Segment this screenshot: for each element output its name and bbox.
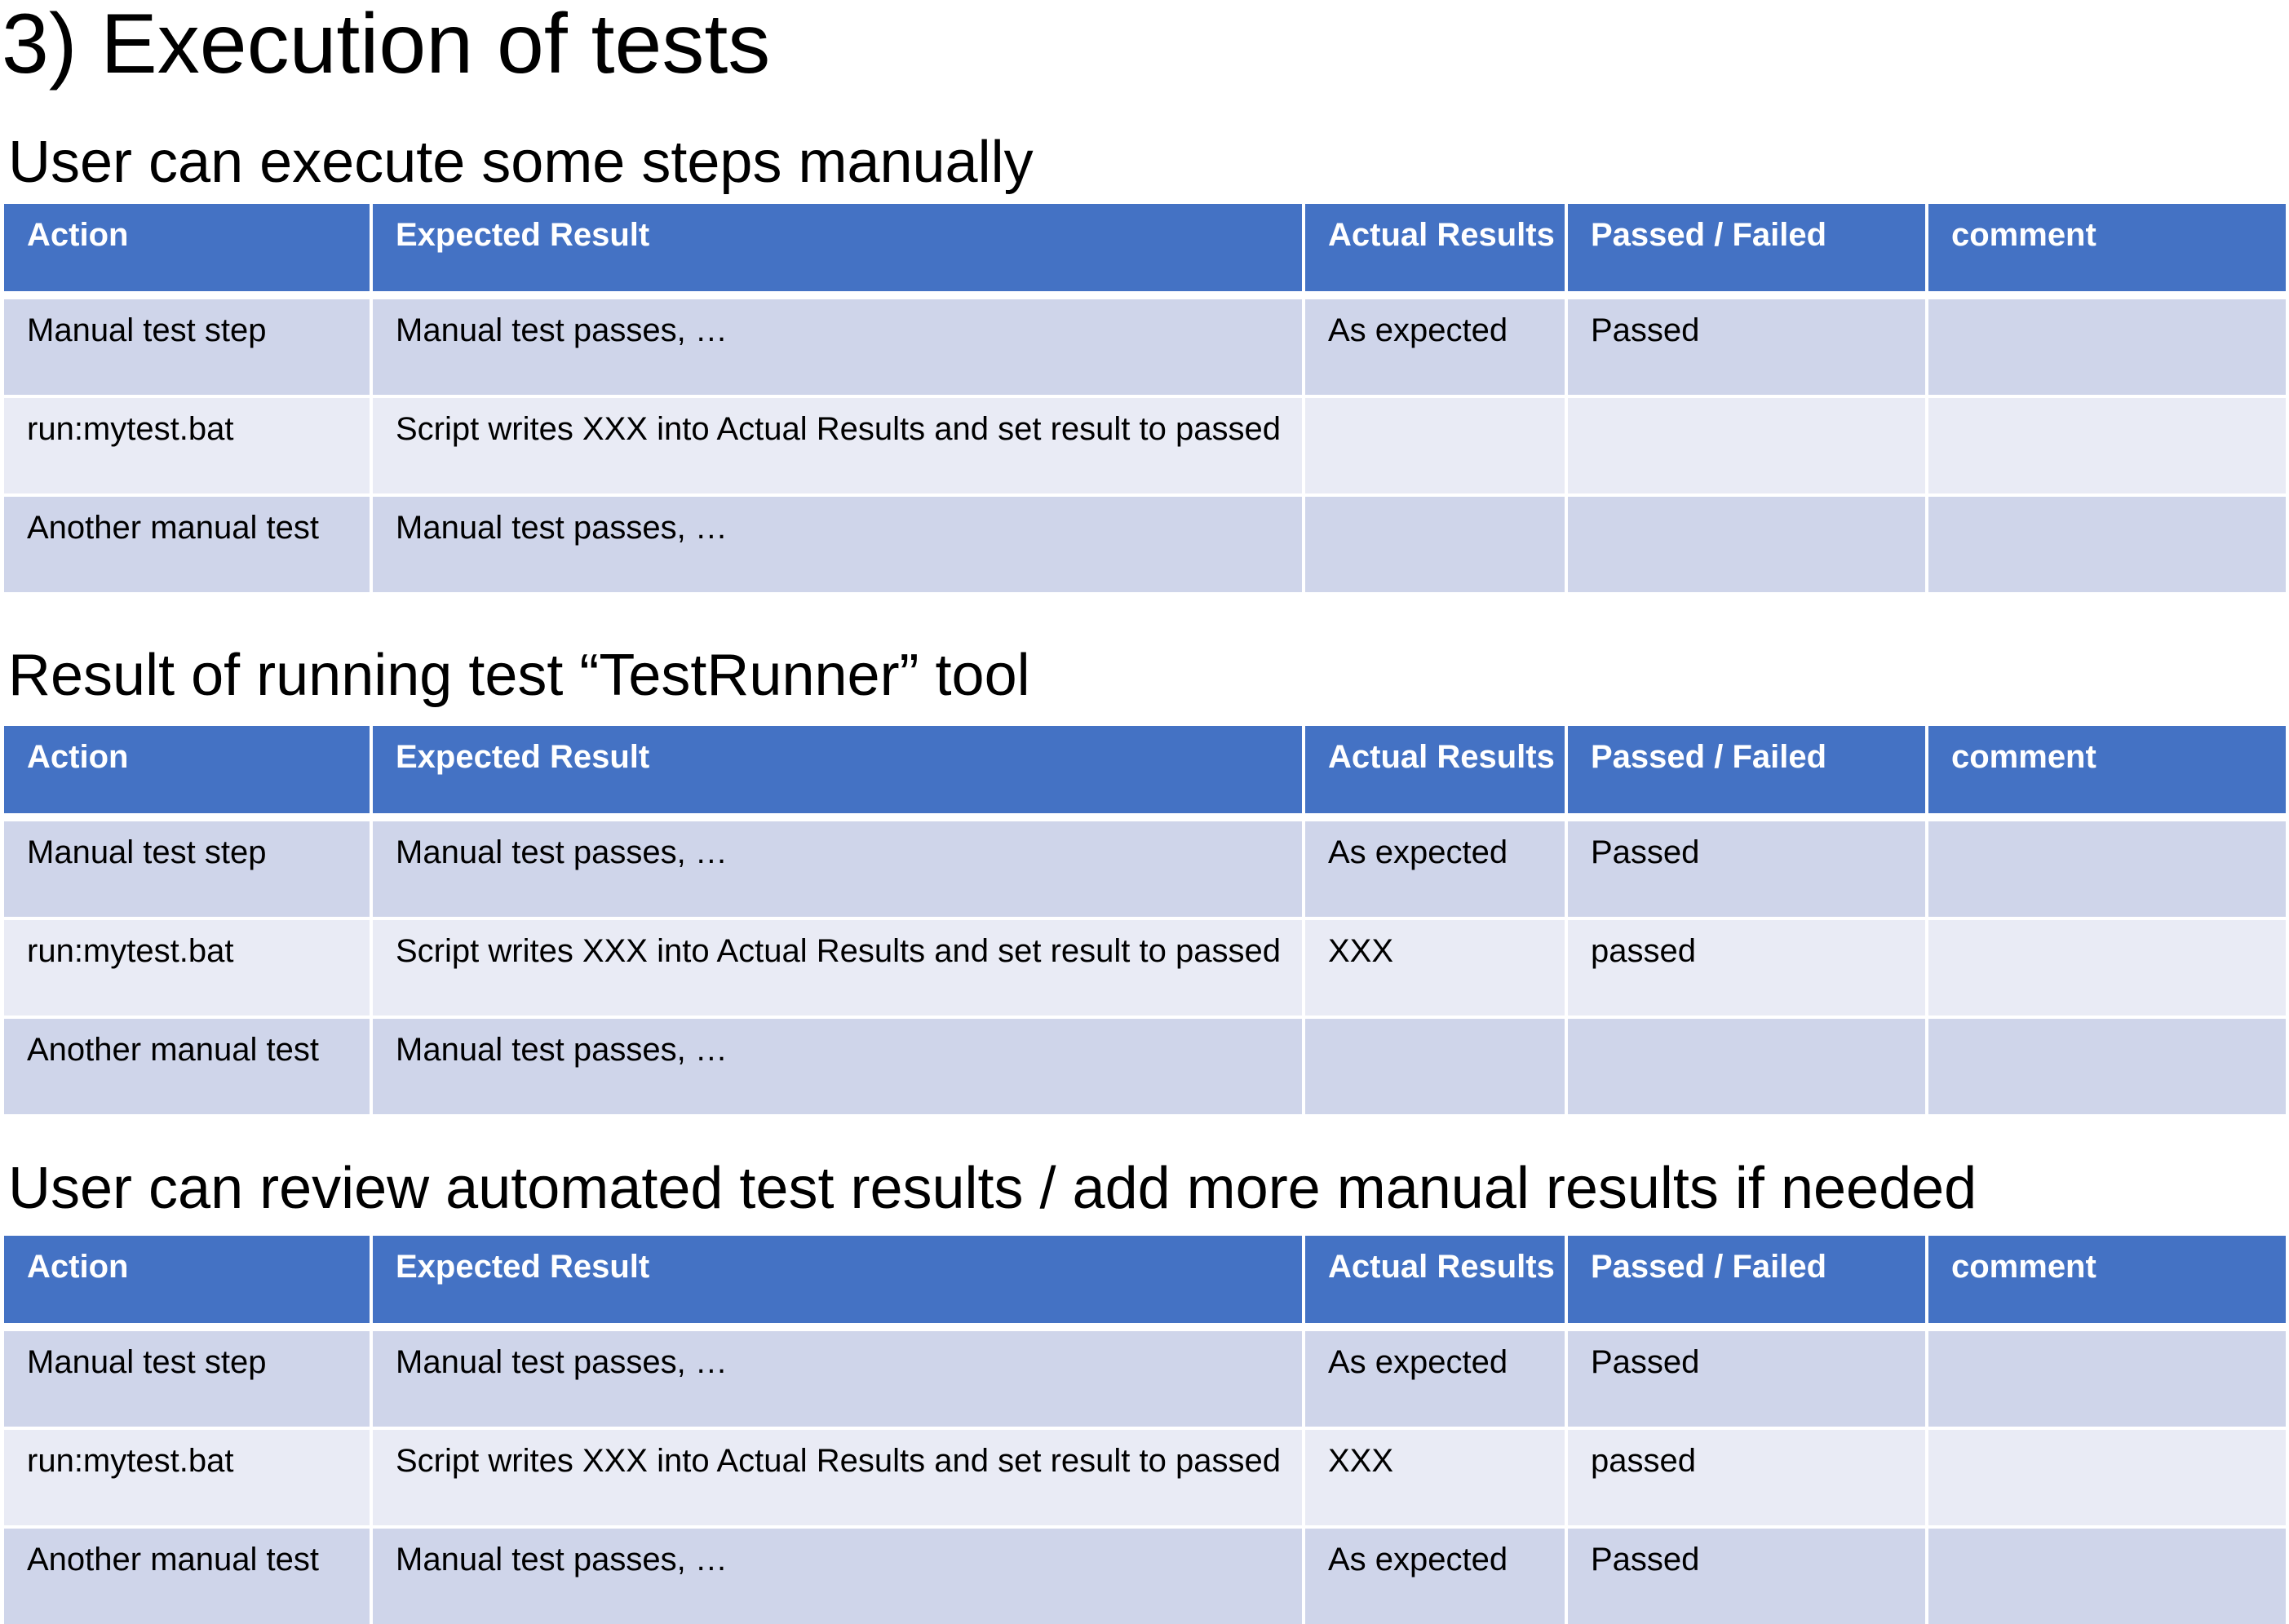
cell-actual-results: As expected <box>1305 1331 1568 1430</box>
table-header-row <box>4 726 2286 821</box>
cell-actual-results: As expected <box>1305 821 1568 920</box>
column-header-actual-results: Actual Results <box>1305 1236 1568 1331</box>
cell-comment <box>1928 821 2286 920</box>
cell-action: Another manual test <box>4 1529 373 1624</box>
cell-passed-failed: Passed <box>1568 299 1928 398</box>
cell-expected-result: Script writes XXX into Actual Results and set result to passed <box>373 920 1305 1019</box>
table-row <box>4 821 2286 920</box>
table-row <box>4 497 2286 592</box>
cell-action: run:mytest.bat <box>4 1430 373 1529</box>
cell-comment <box>1928 1019 2286 1114</box>
results-table-review <box>4 1236 2286 1624</box>
column-header-comment: comment <box>1928 726 2286 821</box>
table-row <box>4 1019 2286 1114</box>
table-row <box>4 1430 2286 1529</box>
cell-passed-failed <box>1568 1019 1928 1114</box>
cell-actual-results: XXX <box>1305 1430 1568 1529</box>
table-row <box>4 1331 2286 1430</box>
cell-expected-result: Script writes XXX into Actual Results and set result to passed <box>373 398 1305 497</box>
cell-action: Another manual test <box>4 1019 373 1114</box>
column-header-expected-result: Expected Result <box>373 1236 1305 1331</box>
page-title: 3) Execution of tests <box>2 0 771 91</box>
column-header-action: Action <box>4 204 373 299</box>
column-header-actual-results: Actual Results <box>1305 204 1568 299</box>
cell-comment <box>1928 1331 2286 1430</box>
table-row <box>4 299 2286 398</box>
section-title-testrunner: Result of running test “TestRunner” tool <box>8 643 1030 708</box>
cell-expected-result: Manual test passes, … <box>373 1019 1305 1114</box>
cell-comment <box>1928 398 2286 497</box>
column-header-passed-failed: Passed / Failed <box>1568 204 1928 299</box>
cell-passed-failed <box>1568 497 1928 592</box>
column-header-expected-result: Expected Result <box>373 726 1305 821</box>
cell-actual-results: XXX <box>1305 920 1568 1019</box>
cell-passed-failed <box>1568 398 1928 497</box>
results-table-testrunner <box>4 726 2286 1114</box>
table-header-row <box>4 1236 2286 1331</box>
column-header-comment: comment <box>1928 204 2286 299</box>
table-header-row <box>4 204 2286 299</box>
column-header-passed-failed: Passed / Failed <box>1568 1236 1928 1331</box>
cell-actual-results <box>1305 398 1568 497</box>
cell-passed-failed: passed <box>1568 920 1928 1019</box>
cell-expected-result: Manual test passes, … <box>373 1331 1305 1430</box>
cell-actual-results: As expected <box>1305 1529 1568 1624</box>
column-header-passed-failed: Passed / Failed <box>1568 726 1928 821</box>
table-row <box>4 398 2286 497</box>
cell-actual-results <box>1305 497 1568 592</box>
cell-passed-failed: Passed <box>1568 821 1928 920</box>
column-header-expected-result: Expected Result <box>373 204 1305 299</box>
cell-expected-result: Manual test passes, … <box>373 299 1305 398</box>
table-row <box>4 1529 2286 1624</box>
section-title-review: User can review automated test results / add more manual results if needed <box>8 1156 1977 1221</box>
column-header-action: Action <box>4 726 373 821</box>
cell-action: run:mytest.bat <box>4 920 373 1019</box>
cell-action: Manual test step <box>4 299 373 398</box>
cell-comment <box>1928 1529 2286 1624</box>
cell-actual-results: As expected <box>1305 299 1568 398</box>
cell-action: Another manual test <box>4 497 373 592</box>
cell-action: run:mytest.bat <box>4 398 373 497</box>
cell-expected-result: Script writes XXX into Actual Results and set result to passed <box>373 1430 1305 1529</box>
cell-expected-result: Manual test passes, … <box>373 497 1305 592</box>
table-row <box>4 920 2286 1019</box>
results-table-manual <box>4 204 2286 592</box>
column-header-comment: comment <box>1928 1236 2286 1331</box>
cell-passed-failed: passed <box>1568 1430 1928 1529</box>
cell-action: Manual test step <box>4 821 373 920</box>
cell-comment <box>1928 920 2286 1019</box>
cell-actual-results <box>1305 1019 1568 1114</box>
cell-comment <box>1928 497 2286 592</box>
cell-comment <box>1928 299 2286 398</box>
column-header-action: Action <box>4 1236 373 1331</box>
cell-passed-failed: Passed <box>1568 1331 1928 1430</box>
cell-action: Manual test step <box>4 1331 373 1430</box>
cell-expected-result: Manual test passes, … <box>373 821 1305 920</box>
cell-comment <box>1928 1430 2286 1529</box>
column-header-actual-results: Actual Results <box>1305 726 1568 821</box>
cell-passed-failed: Passed <box>1568 1529 1928 1624</box>
cell-expected-result: Manual test passes, … <box>373 1529 1305 1624</box>
section-title-manual: User can execute some steps manually <box>8 130 1034 195</box>
